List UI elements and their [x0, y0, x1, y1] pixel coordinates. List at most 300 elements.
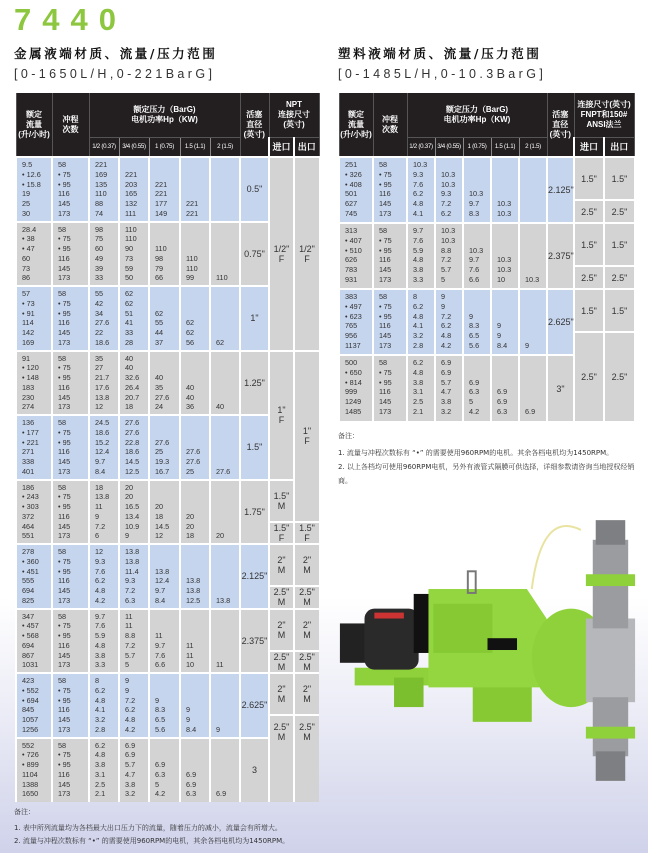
- cell-value: 145: [58, 328, 71, 337]
- cell-value: 27.6: [186, 447, 201, 457]
- table-row-group: [16, 351, 319, 393]
- cell-value: 145: [58, 521, 71, 531]
- table-cell: [89, 480, 119, 545]
- cell-value: [525, 226, 546, 236]
- cell-value: 9.5: [22, 160, 33, 169]
- cell-value: 173: [58, 337, 71, 347]
- cell-value: 12: [95, 547, 104, 556]
- table-cell: [491, 355, 519, 421]
- header-pressure: 额定压力（BarG) 电机功率Hp（KW): [89, 93, 240, 137]
- cell-value: • 497: [345, 301, 362, 311]
- cell-value: 2.5: [413, 397, 424, 406]
- cell-value: 7.2: [125, 640, 136, 650]
- cell-value: 19.3: [155, 457, 170, 466]
- cell-value: 3.8: [413, 377, 424, 387]
- table-cell: [52, 351, 89, 416]
- cell-value: 116: [58, 640, 70, 650]
- table-cell: [119, 673, 149, 738]
- cell-value: 145: [379, 331, 392, 340]
- inlet-size: 1.5" F: [269, 522, 294, 545]
- cell-value: • 95: [58, 244, 71, 253]
- cell-value: 230: [22, 392, 35, 402]
- cell-value: [525, 246, 546, 256]
- outlet-size: 2" M: [294, 673, 319, 715]
- header-power-4: 2 (1.5): [210, 137, 240, 157]
- outlet-size: 2" M: [294, 609, 319, 651]
- cell-value: [155, 492, 179, 502]
- cell-value: 6.9: [155, 760, 166, 769]
- cell-value: 4.7: [125, 769, 136, 779]
- table-cell: [339, 223, 373, 289]
- header-power-0: 1/2 (0.37): [407, 137, 435, 157]
- table-cell: [16, 544, 52, 609]
- cell-value: 9.7: [469, 199, 480, 208]
- cell-value: 10.3: [441, 179, 456, 189]
- cell-value: 10.3: [497, 208, 512, 218]
- cell-value: [186, 160, 209, 170]
- cell-value: 7.2: [125, 586, 136, 595]
- table-cell: [149, 222, 180, 287]
- header-strokes: 冲程 次数: [52, 93, 89, 157]
- table-cell: [435, 223, 463, 289]
- cell-value: 10: [497, 274, 506, 284]
- plastic-range: [0-1485L/H,0-10.3BarG]: [338, 67, 547, 81]
- cell-value: 62: [125, 289, 134, 298]
- cell-value: 6.9: [216, 789, 227, 799]
- cell-value: 110: [186, 263, 198, 273]
- cell-value: 4.2: [441, 340, 452, 350]
- cell-value: • 221: [22, 437, 39, 447]
- cell-value: 9.7: [155, 586, 166, 595]
- cell-value: • 75: [58, 298, 71, 308]
- outlet-size: 1.5": [604, 289, 634, 332]
- table-cell: [89, 415, 119, 480]
- cell-value: 145: [58, 392, 71, 402]
- cell-value: [216, 438, 239, 448]
- cell-value: 18: [125, 402, 134, 412]
- cell-value: 27.6: [216, 466, 231, 476]
- cell-value: 12: [155, 531, 164, 541]
- cell-value: 98: [155, 253, 164, 263]
- cell-value: 4.8: [413, 255, 424, 265]
- cell-value: [216, 189, 239, 199]
- table-cell: [435, 355, 463, 421]
- cell-value: 11: [155, 631, 163, 640]
- cell-value: 10.3: [497, 199, 512, 208]
- cell-value: 135: [95, 179, 108, 189]
- table-cell: [519, 355, 547, 421]
- cell-value: • 95: [58, 179, 71, 189]
- table-cell: [16, 286, 52, 351]
- cell-value: 9.7: [469, 255, 480, 265]
- table-cell: [180, 351, 210, 416]
- cell-value: [469, 368, 490, 378]
- cell-value: 145: [58, 263, 71, 273]
- cell-value: 9.7: [95, 457, 106, 466]
- cell-value: 221: [186, 208, 199, 218]
- cell-value: 5.9: [413, 245, 424, 255]
- cell-value: 58: [379, 358, 388, 367]
- cell-value: • 326: [345, 169, 362, 179]
- cell-value: • 899: [22, 760, 39, 769]
- table-cell: [52, 480, 89, 545]
- cell-value: 7.6: [469, 265, 480, 274]
- cell-value: 40: [155, 373, 164, 382]
- header-outlet: 出口: [604, 137, 634, 157]
- cell-value: 221: [155, 189, 168, 199]
- cell-value: [216, 696, 239, 706]
- table-cell: [16, 609, 52, 674]
- cell-value: [497, 246, 518, 256]
- cell-value: [216, 483, 239, 493]
- cell-value: 145: [58, 199, 71, 208]
- cell-value: 931: [345, 274, 358, 284]
- piston-diameter: 3: [240, 738, 269, 803]
- cell-value: 13.8: [155, 566, 170, 576]
- cell-value: 173: [379, 208, 392, 218]
- cell-value: 110: [216, 273, 228, 283]
- cell-value: 62: [216, 337, 225, 347]
- cell-value: [155, 363, 179, 373]
- cell-value: 9.7: [413, 226, 424, 235]
- cell-value: 136: [22, 418, 35, 427]
- cell-value: 20: [186, 521, 195, 531]
- cell-value: [441, 160, 462, 170]
- cell-value: 9: [497, 331, 502, 340]
- cell-value: 7.6: [155, 650, 166, 660]
- cell-value: 49: [95, 253, 104, 263]
- inlet-size: 1.5": [574, 289, 604, 332]
- cell-value: [469, 180, 490, 190]
- plastic-note-2: 2. 以上各档均可使用960RPM电机，另外有液管式隔膜可供选择，详细参数请咨询当地授权经销商。: [338, 463, 635, 485]
- cell-value: 1104: [22, 769, 38, 779]
- cell-value: [469, 170, 490, 180]
- cell-value: 25: [155, 447, 164, 457]
- table-cell: [210, 480, 240, 545]
- cell-value: [469, 302, 490, 312]
- table-cell: [373, 223, 407, 289]
- cell-value: [497, 378, 518, 388]
- cell-value: 9: [186, 715, 191, 724]
- header-inlet: 进口: [574, 137, 604, 157]
- cell-value: 35: [95, 353, 104, 363]
- piston-diameter: 2.375": [240, 609, 269, 674]
- table-cell: [210, 738, 240, 803]
- cell-value: 9: [125, 531, 130, 541]
- cell-value: 10.3: [497, 265, 512, 274]
- table-cell: [52, 286, 89, 351]
- cell-value: 110: [155, 244, 167, 253]
- cell-value: 7.6: [95, 621, 106, 631]
- cell-value: 10.3: [441, 235, 456, 245]
- table-cell: [210, 286, 240, 351]
- cell-value: [155, 160, 179, 170]
- cell-value: [216, 418, 239, 428]
- header-power-1: 3/4 (0.55): [435, 137, 463, 157]
- cell-value: 7.6: [413, 179, 424, 189]
- cell-value: 9: [186, 705, 191, 715]
- cell-value: 173: [58, 789, 71, 799]
- cell-value: 30: [22, 208, 31, 218]
- inlet-size: 2.5" M: [269, 715, 294, 802]
- cell-value: 173: [58, 273, 71, 283]
- cell-value: [216, 309, 239, 319]
- header-power-2: 1 (0.75): [463, 137, 491, 157]
- cell-value: [469, 160, 490, 170]
- cell-value: [155, 676, 179, 686]
- inlet-size: 2.5": [574, 266, 604, 289]
- cell-value: 9: [125, 685, 130, 695]
- table-cell: [373, 355, 407, 421]
- cell-value: • 75: [58, 427, 71, 437]
- cell-value: 6.2: [413, 189, 424, 199]
- cell-value: 28.4: [22, 224, 37, 234]
- cell-value: [216, 750, 239, 760]
- cell-value: 58: [58, 418, 67, 427]
- cell-value: 11: [216, 660, 224, 670]
- cell-value: [186, 676, 209, 686]
- cell-value: [525, 302, 546, 312]
- plastic-subtitle: 塑料液端材质、流量/压力范围: [338, 46, 542, 61]
- cell-value: • 243: [22, 492, 39, 502]
- table-cell: [119, 480, 149, 545]
- table-cell: [149, 738, 180, 803]
- cell-value: 173: [379, 274, 392, 284]
- cell-value: 8.3: [155, 705, 166, 715]
- cell-value: • 650: [345, 367, 362, 377]
- cell-value: • 120: [22, 363, 39, 373]
- cell-value: [155, 686, 179, 696]
- piston-diameter: 0.5": [240, 157, 269, 222]
- cell-value: 6.2: [413, 301, 424, 311]
- cell-value: 500: [345, 358, 358, 367]
- cell-value: 6.5: [155, 715, 166, 724]
- cell-value: 58: [58, 676, 67, 685]
- cell-value: 145: [58, 586, 71, 595]
- table-cell: [89, 286, 119, 351]
- cell-value: [216, 547, 239, 557]
- cell-value: 5: [125, 660, 130, 670]
- cell-value: [216, 264, 239, 274]
- cell-value: [497, 368, 518, 378]
- cell-value: 4.8: [125, 715, 136, 724]
- cell-value: [186, 428, 209, 438]
- cell-value: 2.8: [413, 340, 424, 350]
- table-cell: [89, 673, 119, 738]
- table-row-group: [16, 544, 319, 586]
- cell-value: 79: [155, 263, 164, 273]
- cell-value: • 75: [58, 492, 71, 502]
- cell-value: 8.4: [186, 724, 197, 734]
- metal-note-2: 2. 流量与冲程次数标有 “•” 的需要使用960RPM的电机，其余各档电机均为1450RPM。: [14, 837, 290, 845]
- cell-value: 4.8: [413, 311, 424, 321]
- cell-value: 33: [125, 328, 134, 337]
- cell-value: 40: [216, 402, 225, 412]
- inlet-size: 1/2" F: [269, 157, 294, 351]
- cell-value: 6.3: [155, 769, 166, 779]
- cell-value: 145: [379, 265, 392, 274]
- cell-value: • 814: [345, 377, 362, 387]
- cell-value: 62: [186, 328, 195, 337]
- cell-value: 8.3: [469, 321, 480, 331]
- table-cell: [149, 480, 180, 545]
- cell-value: [216, 234, 239, 244]
- table-cell: [407, 289, 435, 355]
- cell-value: 626: [345, 255, 358, 265]
- cell-value: • 177: [22, 427, 39, 437]
- inlet-size: 2.5" M: [269, 651, 294, 674]
- cell-value: [216, 641, 239, 651]
- cell-value: 55: [95, 289, 104, 298]
- cell-value: 9.3: [125, 576, 136, 586]
- cell-value: 116: [379, 321, 391, 331]
- cell-value: [186, 170, 209, 180]
- cell-value: • 12.6: [22, 169, 41, 179]
- header-pressure: 额定压力（BarG) 电机功率Hp（KW): [407, 93, 547, 137]
- header-power-0: 1/2 (0.37): [89, 137, 119, 157]
- piston-diameter: 2.625": [240, 673, 269, 738]
- cell-value: 50: [125, 273, 134, 283]
- cell-value: • 95: [58, 566, 71, 576]
- cell-value: 110: [125, 234, 137, 244]
- cell-value: 13.8: [125, 547, 140, 556]
- outlet-size: 1.5": [604, 157, 634, 200]
- cell-value: 25: [186, 466, 195, 476]
- cell-value: 56: [186, 337, 195, 347]
- cell-value: [186, 373, 209, 383]
- cell-value: [186, 557, 209, 567]
- cell-value: [216, 612, 239, 622]
- cell-value: 27.6: [125, 427, 140, 437]
- outlet-size: 1.5" F: [294, 522, 319, 545]
- table-cell: [435, 289, 463, 355]
- cell-value: 111: [125, 208, 137, 218]
- cell-value: 221: [155, 179, 168, 189]
- cell-value: 16.7: [155, 466, 170, 476]
- cell-value: 27.6: [155, 392, 170, 402]
- cell-value: 165: [125, 189, 138, 199]
- cell-value: [186, 547, 209, 557]
- cell-value: [216, 244, 239, 254]
- cell-value: 114: [22, 318, 34, 328]
- cell-value: • 95: [58, 760, 71, 769]
- cell-value: 9: [95, 511, 100, 521]
- cell-value: [186, 502, 209, 512]
- cell-value: 745: [345, 208, 358, 218]
- plastic-note-1: 1. 流量与冲程次数标有 “•” 的需要使用960RPM的电机。其余各档电机均为1450RPM。: [338, 449, 614, 457]
- cell-value: 73: [22, 263, 31, 273]
- cell-value: [525, 180, 546, 190]
- header-power-3: 1.5 (1.1): [491, 137, 519, 157]
- cell-value: [216, 770, 239, 780]
- cell-value: 177: [155, 199, 168, 208]
- table-cell: [210, 609, 240, 674]
- cell-value: 7.2: [441, 311, 452, 321]
- cell-value: [216, 557, 239, 567]
- cell-value: [186, 686, 209, 696]
- cell-value: 24: [155, 402, 164, 412]
- outlet-size: 2.5": [604, 200, 634, 223]
- cell-value: 765: [345, 321, 358, 331]
- table-cell: [16, 157, 52, 222]
- cell-value: [469, 358, 490, 368]
- cell-value: [525, 189, 546, 199]
- cell-value: [497, 226, 518, 236]
- cell-value: 7.2: [441, 255, 452, 265]
- outlet-size: 2.5": [604, 266, 634, 289]
- cell-value: 8.8: [125, 631, 136, 640]
- cell-value: [186, 741, 209, 751]
- cell-value: 20: [216, 531, 225, 541]
- cell-value: 3.8: [95, 650, 106, 660]
- cell-value: 6.9: [186, 769, 197, 779]
- cell-value: [186, 750, 209, 760]
- table-cell: [16, 738, 52, 803]
- table-cell: [180, 609, 210, 674]
- cell-value: 18.6: [125, 447, 140, 457]
- metal-subtitle: 金属液端材质、流量/压力范围: [14, 46, 218, 61]
- cell-value: • 148: [22, 373, 39, 382]
- cell-value: 9: [216, 724, 221, 734]
- table-cell: [89, 222, 119, 287]
- table-cell: [180, 222, 210, 287]
- cell-value: 145: [58, 779, 71, 789]
- metal-notes-heading: 备注：: [14, 808, 35, 816]
- cell-value: • 303: [22, 502, 39, 511]
- table-cell: [89, 609, 119, 674]
- cell-value: 58: [58, 740, 67, 750]
- cell-value: 13.8: [95, 492, 110, 502]
- cell-value: 116: [58, 769, 70, 779]
- cell-value: 1057: [22, 715, 39, 724]
- plastic-section: [338, 46, 640, 793]
- cell-value: [186, 244, 209, 254]
- cell-value: [186, 438, 209, 448]
- cell-value: 35: [155, 382, 164, 392]
- cell-value: 8: [413, 292, 418, 301]
- cell-value: 7.2: [441, 199, 452, 208]
- cell-value: 116: [379, 189, 391, 199]
- cell-value: 1249: [345, 397, 362, 406]
- cell-value: 86: [22, 273, 31, 283]
- cell-value: [186, 363, 209, 373]
- table-cell: [16, 351, 52, 416]
- cell-value: 10.3: [469, 245, 484, 255]
- cell-value: 9.7: [95, 611, 106, 621]
- metal-note-1: 1. 表中所列流量均为各档最大出口压力下的流量，随着压力的减小，流量会有所增大。: [14, 824, 282, 832]
- cell-value: 145: [58, 457, 71, 466]
- table-cell: [435, 157, 463, 223]
- cell-value: 4.8: [95, 640, 106, 650]
- cell-value: [216, 651, 239, 661]
- table-cell: [149, 351, 180, 416]
- cell-value: [216, 354, 239, 364]
- cell-value: 10.9: [125, 521, 140, 531]
- cell-value: [155, 741, 179, 751]
- piston-diameter: 0.75": [240, 222, 269, 287]
- header-outlet: 出口: [294, 137, 319, 157]
- cell-value: 5.9: [95, 631, 106, 640]
- cell-value: 552: [22, 740, 35, 750]
- cell-value: • 73: [22, 298, 35, 308]
- cell-value: 271: [22, 447, 35, 457]
- table-cell: [16, 480, 52, 545]
- cell-value: 401: [22, 466, 35, 476]
- cell-value: 3.3: [413, 274, 424, 284]
- cell-value: [497, 358, 518, 368]
- cell-value: [186, 696, 209, 706]
- cell-value: [216, 393, 239, 403]
